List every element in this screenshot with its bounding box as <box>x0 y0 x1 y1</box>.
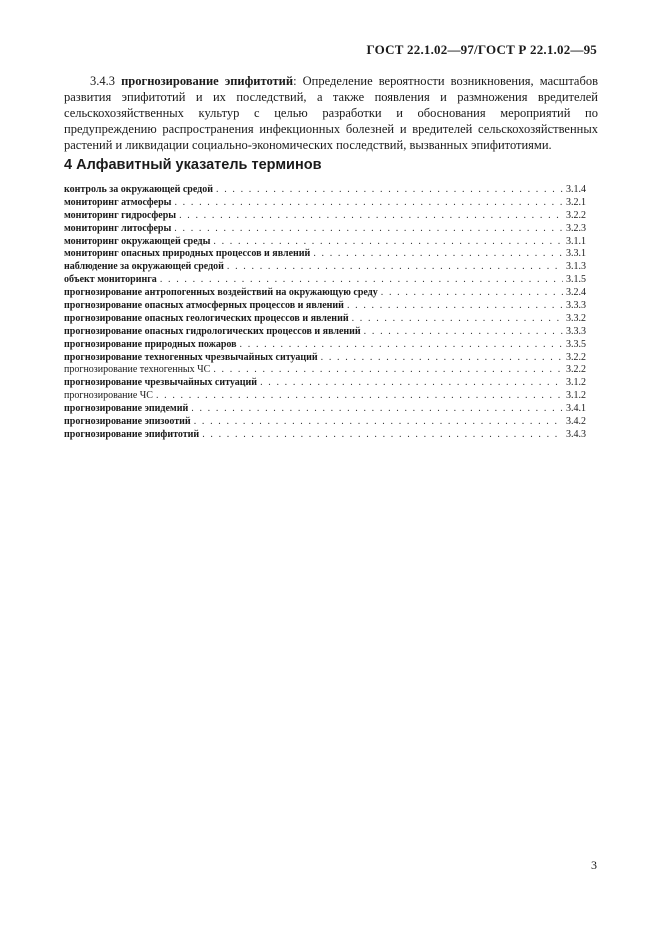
leader-dots <box>179 210 563 223</box>
index-row <box>64 364 598 377</box>
leader-dots <box>156 390 563 403</box>
index-term: прогнозирование эпидемий <box>64 403 189 415</box>
leader-dots <box>364 326 563 339</box>
leader-dots <box>213 236 563 249</box>
leader-dots <box>174 223 563 236</box>
index-term: прогнозирование чрезвычайных ситуаций <box>64 377 258 389</box>
index-term: прогнозирование техногенных ЧС <box>64 364 211 376</box>
index-ref: 3.3.1 <box>566 248 586 260</box>
index-term: прогнозирование ЧС <box>64 390 153 402</box>
index-ref: 3.3.2 <box>566 312 586 324</box>
index-row <box>64 377 598 390</box>
leader-dots <box>191 403 563 416</box>
index-row <box>64 429 598 442</box>
index-term: мониторинг литосферы <box>64 222 172 234</box>
index-term: прогнозирование опасных геологических процессов и явлений <box>64 312 349 324</box>
index-term: прогнозирование природных пожаров <box>64 338 237 350</box>
index-ref: 3.1.1 <box>566 235 586 247</box>
index-row <box>64 313 598 326</box>
index-term: мониторинг окружающей среды <box>64 235 211 247</box>
leader-dots <box>202 429 563 442</box>
index-ref: 3.1.2 <box>566 377 586 389</box>
index-term: прогнозирование антропогенных воздействий на окружающую среду <box>64 287 378 299</box>
index-term: контроль за окружающей средой <box>64 184 213 195</box>
leader-dots <box>194 416 563 429</box>
index-term: мониторинг гидросферы <box>64 209 177 221</box>
index-row <box>64 236 598 249</box>
index-term: мониторинг атмосферы <box>64 196 172 208</box>
index-row <box>64 261 598 274</box>
index-ref: 3.1.5 <box>566 274 586 286</box>
index-ref: 3.1.4 <box>566 184 586 195</box>
index-row <box>64 339 598 352</box>
index-term: прогнозирование опасных атмосферных процессов и явлений <box>64 300 344 312</box>
index-term: мониторинг опасных природных процессов и явлений <box>64 248 311 260</box>
index-row <box>64 352 598 365</box>
index-ref: 3.1.3 <box>566 261 586 273</box>
definition-paragraph <box>64 73 598 153</box>
index-term: наблюдение за окружающей средой <box>64 261 224 273</box>
index-term: объект мониторинга <box>64 274 157 286</box>
index-row <box>64 274 598 287</box>
leader-dots <box>313 248 563 261</box>
term-index <box>64 184 598 442</box>
index-ref: 3.4.3 <box>566 428 586 440</box>
index-term: прогнозирование эпифитотий <box>64 428 200 440</box>
index-ref: 3.4.1 <box>566 403 586 415</box>
leader-dots <box>216 184 563 197</box>
index-row <box>64 184 598 197</box>
leader-dots <box>227 261 563 274</box>
index-term: прогнозирование эпизоотий <box>64 416 191 428</box>
index-ref: 3.2.2 <box>566 209 586 221</box>
leader-dots <box>352 313 563 326</box>
page-number: 3 <box>591 858 597 872</box>
index-row <box>64 403 598 416</box>
leader-dots <box>347 300 563 313</box>
index-row <box>64 210 598 223</box>
leader-dots <box>381 287 563 300</box>
leader-dots <box>174 197 563 210</box>
index-ref: 3.2.3 <box>566 222 586 234</box>
leader-dots <box>260 377 563 390</box>
index-row <box>64 326 598 339</box>
index-term: прогнозирование техногенных чрезвычайных ситуаций <box>64 351 318 363</box>
index-row <box>64 300 598 313</box>
index-row <box>64 197 598 210</box>
index-ref: 3.3.5 <box>566 338 586 350</box>
index-ref: 3.4.2 <box>566 416 586 428</box>
defined-term: прогнозирование эпифитотий <box>121 74 294 88</box>
index-ref: 3.2.1 <box>566 196 586 208</box>
document-header: ГОСТ 22.1.02—97/ГОСТ Р 22.1.02—95 <box>366 42 597 57</box>
clause-number: 3.4.3 <box>90 74 115 88</box>
definition-text: : Определение вероятности возникновения, масштабов развития эпифитотий и их последствий, а также появления и размножения вредителей сельскохозяйственных культур с целью разработки и обоснования мероприятий по предупреждению распространения инфекционных болезней и вредителей сельскохозяйственных растений и ликвидации социально-экономических последствий, вызванных эпифитотиями. <box>64 74 598 152</box>
leader-dots <box>213 364 563 377</box>
index-row <box>64 248 598 261</box>
index-row <box>64 416 598 429</box>
index-ref: 3.3.3 <box>566 325 586 337</box>
section-title: 4 Алфавитный указатель терминов <box>64 157 322 173</box>
index-term: прогнозирование опасных гидрологических процессов и явлений <box>64 325 361 337</box>
index-ref: 3.2.4 <box>566 287 586 299</box>
index-ref: 3.2.2 <box>566 364 586 376</box>
leader-dots <box>160 274 563 287</box>
index-ref: 3.3.3 <box>566 300 586 312</box>
index-row <box>64 390 598 403</box>
index-row <box>64 223 598 236</box>
leader-dots <box>321 352 563 365</box>
index-ref: 3.1.2 <box>566 390 586 402</box>
leader-dots <box>240 339 563 352</box>
index-ref: 3.2.2 <box>566 351 586 363</box>
index-row <box>64 287 598 300</box>
